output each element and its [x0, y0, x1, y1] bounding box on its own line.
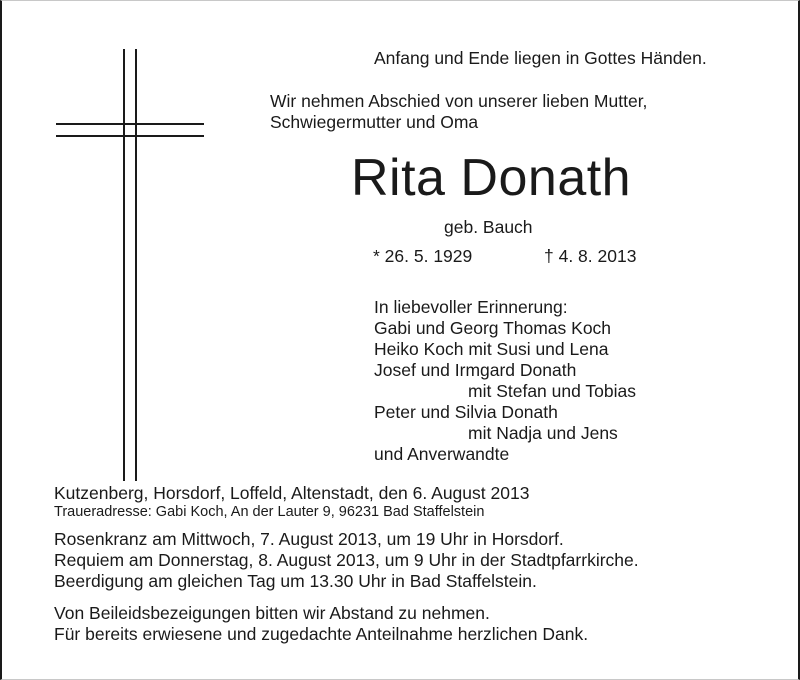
deceased-name: Rita Donath [351, 149, 632, 207]
closing-line: Für bereits erwiesene und zugedachte Anteilnahme herzlichen Dank. [54, 624, 589, 644]
intro-line: Wir nehmen Abschied von unserer lieben Mutter, [270, 91, 648, 111]
mourner-line: und Anverwandte [374, 444, 510, 464]
mourners-list [374, 297, 636, 465]
intro-text [270, 91, 647, 133]
birth-date: * 26. 5. 1929 [373, 246, 473, 266]
service-line: Requiem am Donnerstag, 8. August 2013, um 9 Uhr in der Stadtpfarrkirche. [54, 550, 639, 570]
mourner-line: Heiko Koch mit Susi und Lena [374, 339, 609, 359]
death-date: † 4. 8. 2013 [544, 246, 637, 266]
mourners-heading: In liebevoller Erinnerung: [374, 297, 568, 317]
mourner-line: mit Nadja und Jens [468, 423, 618, 443]
mourner-line: Gabi und Georg Thomas Koch [374, 318, 612, 338]
mourner-line: Josef und Irmgard Donath [374, 360, 577, 380]
service-schedule [54, 529, 639, 592]
motto: Anfang und Ende liegen in Gottes Händen. [374, 48, 707, 68]
closing-line: Von Beileidsbezeigungen bitten wir Abstand zu nehmen. [54, 603, 490, 623]
birth-name: geb. Bauch [444, 217, 533, 237]
cross-icon [56, 49, 204, 481]
mourning-address: Traueradresse: Gabi Koch, An der Lauter 9, 96231 Bad Staffelstein [54, 504, 485, 520]
mourner-line: mit Stefan und Tobias [468, 381, 636, 401]
place-date: Kutzenberg, Horsdorf, Loffeld, Altenstadt, den 6. August 2013 [54, 483, 530, 503]
intro-line: Schwiegermutter und Oma [270, 112, 479, 132]
service-line: Beerdigung am gleichen Tag um 13.30 Uhr in Bad Staffelstein. [54, 571, 537, 591]
closing-note [54, 603, 588, 645]
service-line: Rosenkranz am Mittwoch, 7. August 2013, um 19 Uhr in Horsdorf. [54, 529, 564, 549]
mourner-line: Peter und Silvia Donath [374, 402, 558, 422]
